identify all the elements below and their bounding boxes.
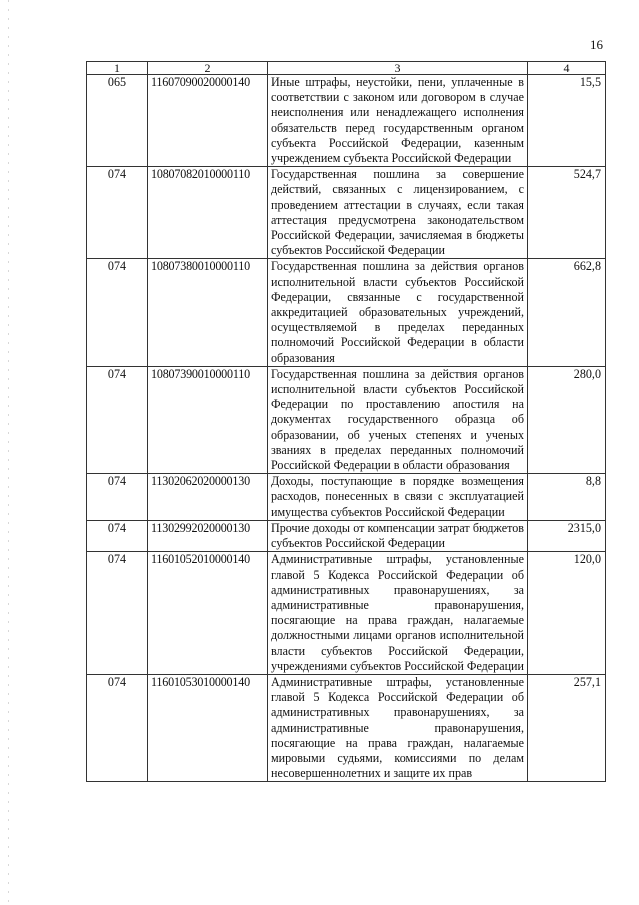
admin-code-cell: 074	[87, 552, 148, 675]
revenue-code-cell: 10807380010000110	[148, 259, 268, 366]
admin-code-cell: 074	[87, 474, 148, 521]
admin-code-cell: 074	[87, 366, 148, 473]
admin-code-cell: 074	[87, 167, 148, 259]
amount-cell: 280,0	[528, 366, 606, 473]
admin-code-cell: 074	[87, 674, 148, 781]
amount-cell: 524,7	[528, 167, 606, 259]
revenue-name-cell: Государственная пошлина за действия органов исполнительной власти субъектов Российской Федерации, связанные с государственной аккредитацией образовательных учреждений, осуществляемой в пределах переданных полномочий Российской Федерации в области образования	[268, 259, 528, 366]
admin-code-cell: 074	[87, 259, 148, 366]
revenue-code-cell: 10807390010000110	[148, 366, 268, 473]
column-header-4: 4	[528, 62, 606, 75]
revenue-code-cell: 11601052010000140	[148, 552, 268, 675]
revenue-code-cell: 11302992020000130	[148, 520, 268, 551]
revenue-table	[86, 61, 606, 782]
table-row	[87, 520, 606, 551]
revenue-name-cell: Административные штрафы, установленные главой 5 Кодекса Российской Федерации об административных правонарушениях, за административные правонарушения, посягающие на права граждан, налагаемые мировыми судьями, комиссиями по делам несовершеннолетних и защите их прав	[268, 674, 528, 781]
table-row	[87, 167, 606, 259]
table-body	[87, 75, 606, 782]
table-row	[87, 674, 606, 781]
table-row	[87, 75, 606, 167]
table-header-row	[87, 62, 606, 75]
revenue-code-cell: 11601053010000140	[148, 674, 268, 781]
revenue-code-cell: 10807082010000110	[148, 167, 268, 259]
revenue-name-cell: Доходы, поступающие в порядке возмещения расходов, понесенных в связи с эксплуатацией имущества субъектов Российской Федерации	[268, 474, 528, 521]
amount-cell: 257,1	[528, 674, 606, 781]
column-header-3: 3	[268, 62, 528, 75]
table-row	[87, 552, 606, 675]
table-row	[87, 259, 606, 366]
amount-cell: 662,8	[528, 259, 606, 366]
admin-code-cell: 074	[87, 520, 148, 551]
amount-cell: 120,0	[528, 552, 606, 675]
scan-edge-mark	[8, 0, 9, 905]
column-header-1: 1	[87, 62, 148, 75]
admin-code-cell: 065	[87, 75, 148, 167]
revenue-name-cell: Административные штрафы, установленные главой 5 Кодекса Российской Федерации об административных правонарушениях, за административные правонарушения, посягающие на права граждан, налагаемые должностными лицами органов исполнительной власти субъектов Российской Федерации, учреждениями субъектов Российской Федерации	[268, 552, 528, 675]
page-number: 16	[590, 37, 603, 52]
table-row	[87, 366, 606, 473]
revenue-name-cell: Государственная пошлина за действия органов исполнительной власти субъектов Российской Федерации по проставлению апостиля на документах государственного образца об образовании, об ученых степенях и ученых званиях в пределах переданных полномочий Российской Федерации в области образования	[268, 366, 528, 473]
revenue-code-cell: 11607090020000140	[148, 75, 268, 167]
revenue-name-cell: Прочие доходы от компенсации затрат бюджетов субъектов Российской Федерации	[268, 520, 528, 551]
amount-cell: 15,5	[528, 75, 606, 167]
table-row	[87, 474, 606, 521]
revenue-name-cell: Иные штрафы, неустойки, пени, уплаченные в соответствии с законом или договором в случае неисполнения или ненадлежащего исполнения обязательств перед государственным органом субъекта Российской Федерации, казенным учреждением субъекта Российской Федерации	[268, 75, 528, 167]
column-header-2: 2	[148, 62, 268, 75]
revenue-name-cell: Государственная пошлина за совершение действий, связанных с лицензированием, с проведением аттестации в случаях, если такая аттестация предусмотрена законодательством Российской Федерации, зачисляемая в бюджеты субъектов Российской Федерации	[268, 167, 528, 259]
amount-cell: 2315,0	[528, 520, 606, 551]
amount-cell: 8,8	[528, 474, 606, 521]
revenue-code-cell: 11302062020000130	[148, 474, 268, 521]
